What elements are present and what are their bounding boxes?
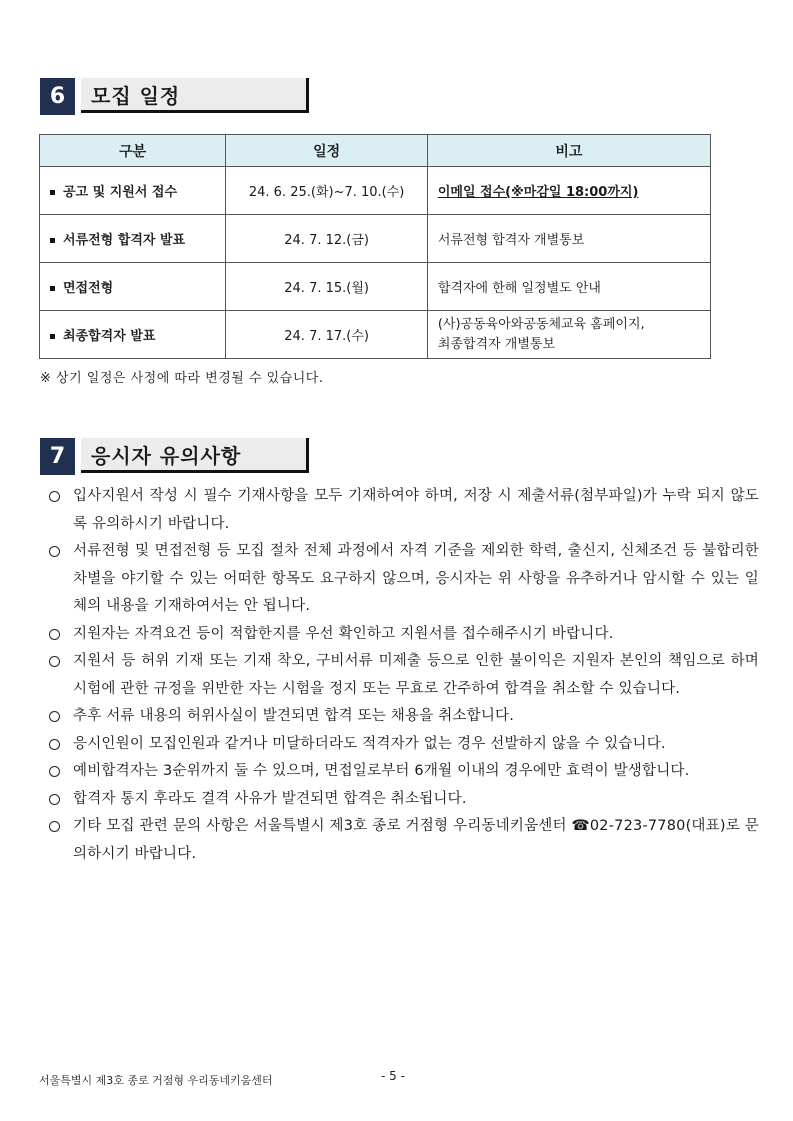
- list-item: [47, 538, 759, 621]
- list-item: [47, 758, 759, 786]
- list-item-text: 예비합격자는 3순위까지 둘 수 있으며, 면접일로부터 6개월 이내의 경우에만 효력이 발생합니다.: [73, 763, 690, 779]
- notice-list: [47, 483, 759, 868]
- row-date: 24. 6. 25.(화)~7. 10.(수): [226, 167, 427, 215]
- list-item-text: 추후 서류 내용의 허위사실이 발견되면 합격 또는 채용을 취소합니다.: [73, 708, 515, 724]
- section-number: 7: [40, 438, 75, 475]
- schedule-table: [39, 134, 711, 359]
- circle-bullet-icon: [49, 821, 60, 832]
- column-header: 비고: [427, 135, 710, 167]
- list-item-text: 입사지원서 작성 시 필수 기재사항을 모두 기재하여야 하며, 저장 시 제출서류(첨부파일)가 누락 되지 않도록 유의하시기 바랍니다.: [73, 488, 759, 532]
- list-item: [47, 648, 759, 703]
- list-item-text: 응시인원이 모집인원과 같거나 미달하더라도 적격자가 없는 경우 선발하지 않을 수 있습니다.: [73, 735, 666, 752]
- row-label-cell: [40, 215, 226, 263]
- circle-bullet-icon: [49, 711, 60, 722]
- row-label-cell: [40, 311, 226, 359]
- section-title: 모집 일정: [81, 78, 309, 113]
- table-header-row: [40, 135, 711, 167]
- row-note-cell: [427, 311, 710, 359]
- list-item-text: 지원서 등 허위 기재 또는 기재 착오, 구비서류 미제출 등으로 인한 불이익은 지원자 본인의 책임으로 하며 시험에 관한 규정을 위반한 자는 시험을 정지 또는 무효로 간주하여 합격을 취소할 수 있습니다.: [73, 653, 759, 697]
- row-note-cell: [427, 167, 710, 215]
- section-7-heading: [40, 438, 314, 476]
- circle-bullet-icon: [49, 491, 60, 502]
- square-bullet-icon: [50, 334, 55, 339]
- row-note-line: 최종합격자 개별통보: [437, 336, 556, 352]
- list-item: [47, 786, 759, 814]
- row-label: 서류전형 합격자 발표: [63, 233, 186, 248]
- row-date: 24. 7. 15.(월): [226, 263, 427, 311]
- row-label-cell: [40, 167, 226, 215]
- circle-bullet-icon: [49, 766, 60, 777]
- list-item: [47, 813, 759, 868]
- section-number: 6: [40, 78, 75, 115]
- list-item-text: 합격자 통지 후라도 결격 사유가 발견되면 합격은 취소됩니다.: [73, 790, 467, 807]
- row-date: 24. 7. 12.(금): [226, 215, 427, 263]
- circle-bullet-icon: [49, 629, 60, 640]
- circle-bullet-icon: [49, 656, 60, 667]
- section-title: 응시자 유의사항: [81, 438, 309, 473]
- square-bullet-icon: [50, 238, 55, 243]
- row-note: 합격자에 한해 일정별도 안내: [427, 263, 710, 311]
- table-row: [40, 263, 711, 311]
- list-item: [47, 703, 759, 731]
- footer-org: 서울특별시 제3호 종로 거점형 우리동네키움센터: [39, 1074, 273, 1087]
- square-bullet-icon: [50, 190, 55, 195]
- row-note: 서류전형 합격자 개별통보: [427, 215, 710, 263]
- list-item-text: 기타 모집 관련 문의 사항은 서울특별시 제3호 종로 거점형 우리동네키움센터 ☎02-723-7780(대표)로 문의하시기 바랍니다.: [73, 818, 759, 862]
- page-number: - 5 -: [381, 1069, 405, 1083]
- row-date: 24. 7. 17.(수): [226, 311, 427, 359]
- column-header: 구분: [40, 135, 226, 167]
- row-label: 최종합격자 발표: [63, 329, 156, 344]
- list-item-text: 서류전형 및 면접전형 등 모집 절차 전체 과정에서 자격 기준을 제외한 학력, 출신지, 신체조건 등 불합리한 차별을 야기할 수 있는 어떠한 항목도 요구하지 않으며, 응시자는 위 사항을 유추하거나 암시할 수 있는 일체의 내용을 기재하여서는 안 됩니다.: [73, 543, 759, 614]
- list-item-text: 지원자는 자격요건 등이 적합한지를 우선 확인하고 지원서를 접수해주시기 바랍니다.: [73, 625, 614, 642]
- schedule-note: ※ 상기 일정은 사정에 따라 변경될 수 있습니다.: [40, 371, 324, 386]
- row-note-line: (사)공동육아와공동체교육 홈페이지,: [437, 316, 645, 332]
- row-label: 공고 및 지원서 접수: [63, 185, 178, 200]
- table-row: [40, 215, 711, 263]
- row-note: 이메일 접수(※마감일 18:00까지): [437, 185, 639, 200]
- square-bullet-icon: [50, 286, 55, 291]
- row-label-cell: [40, 263, 226, 311]
- circle-bullet-icon: [49, 739, 60, 750]
- table-row: [40, 311, 711, 359]
- row-label: 면접전형: [63, 281, 114, 296]
- circle-bullet-icon: [49, 546, 60, 557]
- list-item: [47, 483, 759, 538]
- list-item: [47, 621, 759, 649]
- list-item: [47, 731, 759, 759]
- circle-bullet-icon: [49, 794, 60, 805]
- column-header: 일정: [226, 135, 427, 167]
- section-6-heading: [40, 78, 314, 116]
- table-row: [40, 167, 711, 215]
